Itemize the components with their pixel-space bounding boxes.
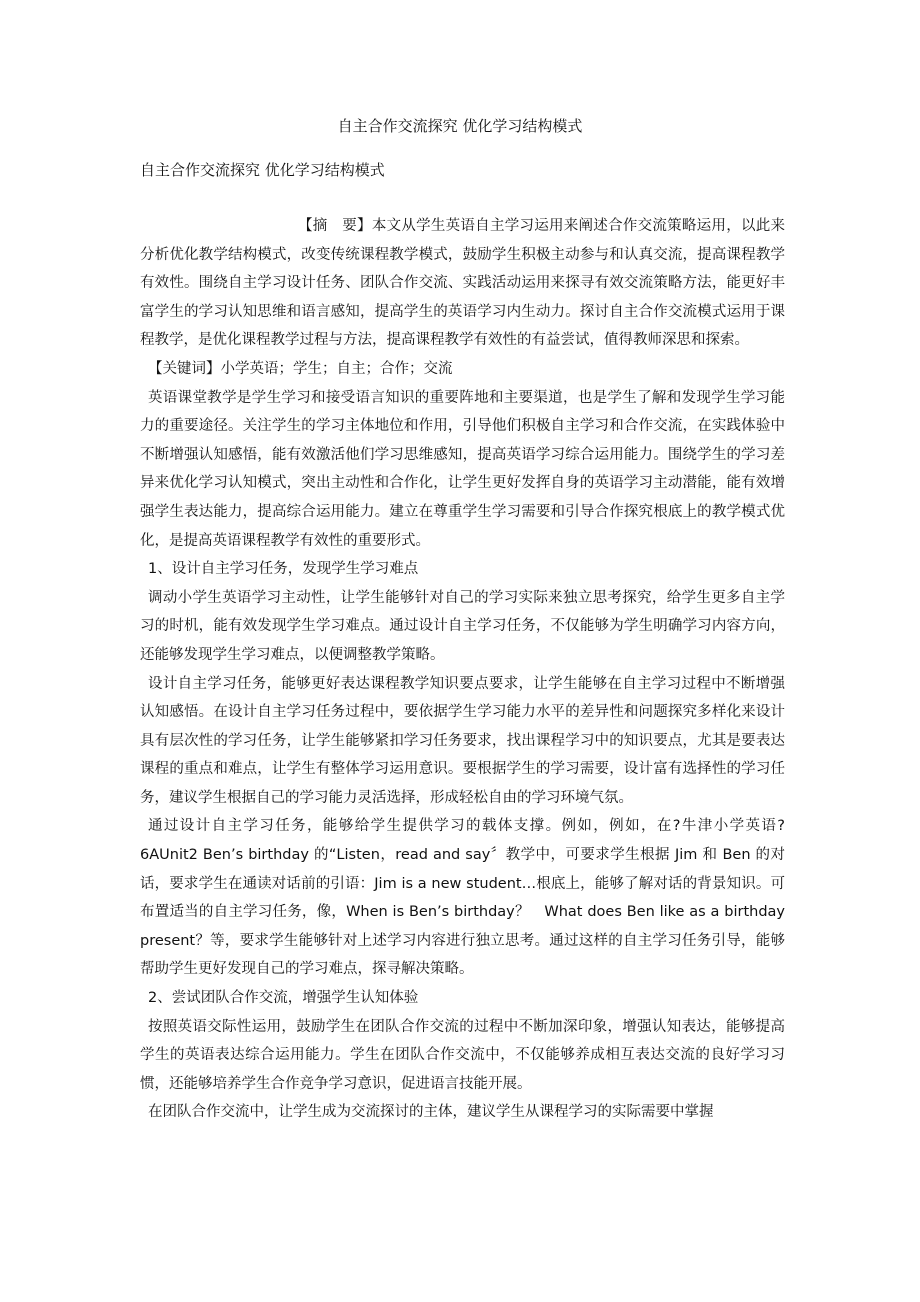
body-paragraph: 设计自主学习任务，能够更好表达课程教学知识要点要求，让学生能够在自主学习过程中不断增强认知感悟。在设计自主学习任务过程中，要依据学生学习能力水平的差异性和问题探究多样化来设计具有层次性的学习任务，让学生能够紧扣学习任务要求，找出课程学习中的知识要点，尤其是要表达课程的重点和难点，让学生有整体学习运用意识。要根据学生的学习需要，设计富有选择性的学习任务，建议学生根据自己的学习能力灵活选择，形成轻松自由的学习环境气氛。 [140,675,785,806]
document-body [140,212,800,1127]
body-paragraph: 按照英语交际性运用，鼓励学生在团队合作交流的过程中不断加深印象，增强认知表达，能够提高学生的英语表达综合运用能力。学生在团队合作交流中，不仅能够养成相互表达交流的良好学习习惯，还能够培养学生合作竞争学习意识，促进语言技能开展。 [140,1018,785,1092]
body-paragraph: 通过设计自主学习任务，能够给学生提供学习的载体支撑。例如，例如，在?牛津小学英语?6AUnit2 Ben’s birthday 的“Listen，read and say〞教学中，可要求学生根据 Jim 和 Ben 的对话，要求学生在通读对话前的引语：Jim is a new student…根底上，能够了解对话的背景知识。可布置适当的自主学习任务，像，When is Ben’s birthday？ What does Ben like as a birthday present？等，要求学生能够针对上述学习内容进行独立思考。通过这样的自主学习任务引导，能够帮助学生更好发现自己的学习难点，探寻解决策略。 [140,818,800,978]
abstract-paragraph: 【摘 要】本文从学生英语自主学习运用来阐述合作交流策略运用，以此来分析优化教学结构模式，改变传统课程教学模式，鼓励学生积极主动参与和认真交流，提高课程教学有效性。围绕自主学习设计任务、团队合作交流、实践活动运用来探寻有效交流策略方法，能更好丰富学生的学习认知思维和语言感知，提高学生的英语学习内生动力。探讨自主合作交流模式运用于课程教学，是优化课程教学过程与方法，提高课程教学有效性的有益尝试，值得教师深思和探索。 [140,218,785,349]
body-paragraph: 英语课堂教学是学生学习和接受语言知识的重要阵地和主要渠道，也是学生了解和发现学生学习能力的重要途径。关注学生的学习主体地位和作用，引导他们积极自主学习和合作交流，在实践体验中不断增强认知感悟，能有效激活他们学习思维感知，提高英语学习综合运用能力。围绕学生的学习差异来优化学习认知模式，突出主动性和合作化，让学生更好发挥自身的英语学习主动潜能，能有效增强学生表达能力，提高综合运用能力。建立在尊重学生学习需要和引导合作探究根底上的教学模式优化，是提高英语课程教学有效性的重要形式。 [140,389,785,549]
section-heading: 1、设计自主学习任务，发现学生学习难点 [148,561,419,578]
section-heading: 2、尝试团队合作交流，增强学生认知体验 [148,990,419,1007]
document-title: 自主合作交流探究 优化学习结构模式 [337,117,583,135]
keywords-line: 【关键词】小学英语；学生；自主；合作；交流 [148,360,453,377]
document-subtitle: 自主合作交流探究 优化学习结构模式 [140,161,385,179]
body-paragraph: 调动小学生英语学习主动性，让学生能够针对自己的学习实际来独立思考探究，给学生更多自主学习的时机，能有效发现学生学习难点。通过设计自主学习任务，不仅能够为学生明确学习内容方向，还能够发现学生学习难点，以便调整教学策略。 [140,589,785,663]
body-paragraph: 在团队合作交流中，让学生成为交流探讨的主体，建议学生从课程学习的实际需要中掌握 [148,1104,714,1121]
